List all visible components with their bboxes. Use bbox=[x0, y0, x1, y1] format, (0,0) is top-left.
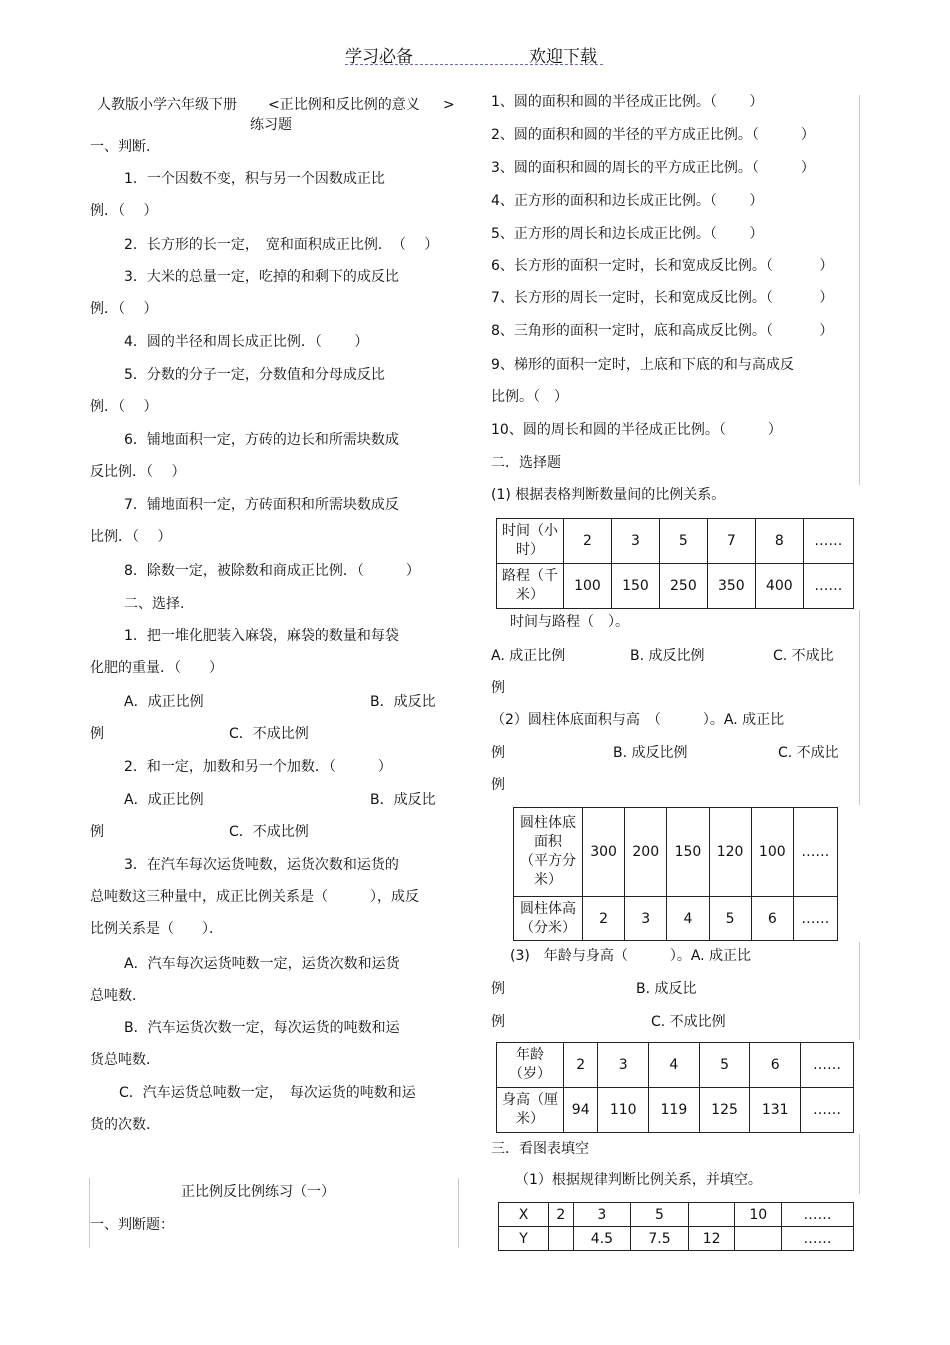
table-cell: …… bbox=[793, 808, 837, 897]
right-judge-1: 1、圆的面积和圆的半径成正比例。（ ） bbox=[491, 94, 764, 110]
choice-q3-line1: 3．在汽车每次运货吨数，运货次数和运货的 bbox=[124, 857, 399, 873]
right-choice-p2: （2）圆柱体底面积与高 （ ）。A. 成正比 bbox=[491, 712, 785, 728]
right-judge-3: 3、圆的面积和圆的周长的平方成正比例。（ ） bbox=[491, 160, 815, 176]
right-choice-p3-b-cont: 例 bbox=[491, 1014, 505, 1030]
frame-line bbox=[859, 942, 860, 1040]
choice-q3-line2: 总吨数这三种量中，成正比例关系是（ ），成反 bbox=[90, 889, 419, 905]
table-cell: 400 bbox=[755, 564, 803, 609]
table-age-height bbox=[496, 1042, 854, 1133]
table-cell: 2 bbox=[549, 1203, 574, 1227]
table-cell: 150 bbox=[611, 564, 659, 609]
table-header-cell: 圆柱体高 （分米） bbox=[514, 897, 583, 941]
choice-q3-b-line2: 货总吨数． bbox=[90, 1052, 160, 1068]
choice-q3-c-line2: 货的次数． bbox=[90, 1117, 160, 1133]
choice-q3-c-line1: C．汽车运货总吨数一定， 每次运货的吨数和运 bbox=[119, 1085, 416, 1101]
table-cell: 2 bbox=[564, 1043, 598, 1088]
right-choice-p1-a: A. 成正比例 bbox=[491, 648, 566, 664]
judge-q4: 4．圆的半径和周长成正比例．（ ） bbox=[124, 334, 369, 350]
table-cell: 300 bbox=[583, 808, 625, 897]
table-cylinder bbox=[513, 807, 838, 941]
judge-q3-line2: 例．（ ） bbox=[90, 301, 158, 317]
right-choice-p1-c: C. 不成比 bbox=[773, 648, 834, 664]
choice-q1-line2: 化肥的重量．（ ） bbox=[90, 660, 223, 676]
table-header-cell: X bbox=[499, 1203, 549, 1227]
choice-q1-c: C．不成比例 bbox=[229, 726, 309, 742]
table-row bbox=[499, 1203, 854, 1227]
right-choice-p2-c-cont: 例 bbox=[491, 777, 505, 793]
table-cell: 6 bbox=[751, 897, 793, 941]
table-header-cell: 年龄 （岁） bbox=[497, 1043, 564, 1088]
choice-q1-line1: 1．把一堆化肥装入麻袋，麻袋的数量和每袋 bbox=[124, 628, 399, 644]
choice-q3-a-line2: 总吨数． bbox=[90, 988, 146, 1004]
frame-line bbox=[458, 1178, 459, 1248]
table-cell: 131 bbox=[750, 1088, 801, 1133]
table-cell: 4.5 bbox=[573, 1227, 631, 1251]
table-xy bbox=[498, 1202, 854, 1251]
table-cell: …… bbox=[801, 1088, 854, 1133]
table-cell: 350 bbox=[707, 564, 755, 609]
choice-q2-b: B．成反比 bbox=[370, 792, 436, 808]
table-header-cell: 时间（小 时） bbox=[497, 519, 564, 564]
table-cell: …… bbox=[803, 564, 853, 609]
right-choice-p3-a-cont: 例 bbox=[491, 981, 505, 997]
section-judge: 一、判断. bbox=[90, 139, 151, 155]
right-judge-8: 8、三角形的面积一定时，底和高成反比例。（ ） bbox=[491, 323, 834, 339]
table-header-cell: 路程（千 米） bbox=[497, 564, 564, 609]
right-fill-p1: （1）根据规律判断比例关系，并填空。 bbox=[515, 1172, 762, 1188]
table-row bbox=[499, 1227, 854, 1251]
table-cell: 12 bbox=[688, 1227, 735, 1251]
doc-title-part2: <正比例和反比例的意义 bbox=[268, 97, 420, 113]
right-judge-9-line1: 9、梯形的面积一定时，上底和下底的和与高成反 bbox=[491, 357, 794, 373]
right-judge-9-line2: 比例。（ ） bbox=[491, 389, 568, 405]
table-row bbox=[497, 1088, 854, 1133]
table-cell: 7 bbox=[707, 519, 755, 564]
choice-q2-b-cont: 例 bbox=[90, 824, 104, 840]
right-section-fill: 三．看图表填空 bbox=[491, 1141, 589, 1157]
right-choice-p2-b: B. 成反比例 bbox=[613, 745, 688, 761]
table-cell: 5 bbox=[659, 519, 707, 564]
judge-q5-line2: 例．（ ） bbox=[90, 399, 158, 415]
choice-q2-c: C．不成比例 bbox=[229, 824, 309, 840]
judge-q7-line1: 7．铺地面积一定，方砖面积和所需块数成反 bbox=[124, 497, 399, 513]
table-cell: 2 bbox=[583, 897, 625, 941]
table-cell: 250 bbox=[659, 564, 707, 609]
choice-q3-a-line1: A．汽车每次运货吨数一定，运货次数和运货 bbox=[124, 956, 400, 972]
frame-line bbox=[859, 1134, 860, 1194]
right-judge-6: 6、长方形的面积一定时，长和宽成反比例。（ ） bbox=[491, 258, 834, 274]
right-judge-4: 4、正方形的面积和边长成正比例。（ ） bbox=[491, 193, 764, 209]
table-cell bbox=[549, 1227, 574, 1251]
table-cell: 110 bbox=[598, 1088, 649, 1133]
right-choice-p3: (3) 年龄与身高（ ）。A. 成正比 bbox=[510, 948, 752, 964]
judge-q1-line1: 1．一个因数不变，积与另一个因数成正比 bbox=[124, 171, 385, 187]
table-cell: 5 bbox=[699, 1043, 750, 1088]
choice-q1-a: A．成正比例 bbox=[124, 694, 204, 710]
judge-q5-line1: 5．分数的分子一定，分数值和分母成反比 bbox=[124, 367, 385, 383]
table-cell: 125 bbox=[699, 1088, 750, 1133]
right-choice-p3-b: B. 成反比 bbox=[636, 981, 697, 997]
table-cell bbox=[735, 1227, 782, 1251]
choice-q2: 2．和一定，加数和另一个加数．（ ） bbox=[124, 759, 392, 775]
table-header-cell: Y bbox=[499, 1227, 549, 1251]
table-cell: …… bbox=[801, 1043, 854, 1088]
doc-title-part3: > bbox=[443, 97, 455, 113]
table-cell: 4 bbox=[667, 897, 709, 941]
doc-title-part1: 人教版小学六年级下册 bbox=[97, 97, 237, 113]
table-row bbox=[514, 808, 838, 897]
table-cell: …… bbox=[803, 519, 853, 564]
table-time-distance bbox=[496, 518, 854, 609]
right-judge-5: 5、正方形的周长和边长成正比例。（ ） bbox=[491, 226, 764, 242]
table-cell: 8 bbox=[755, 519, 803, 564]
choice-q2-a: A．成正比例 bbox=[124, 792, 204, 808]
table-cell: 3 bbox=[573, 1203, 631, 1227]
table-header-cell: 圆柱体底 面积 （平方分 米） bbox=[514, 808, 583, 897]
judge-q1-line2: 例．（ ） bbox=[90, 203, 158, 219]
section-choice: 二、选择. bbox=[124, 596, 185, 612]
practice-title: 正比例反比例练习（一） bbox=[181, 1184, 335, 1200]
header-left: 学习必备 bbox=[345, 47, 413, 67]
choice-q1-b: B．成反比 bbox=[370, 694, 436, 710]
right-judge-2: 2、圆的面积和圆的半径的平方成正比例。（ ） bbox=[491, 127, 815, 143]
right-choice-p3-c: C. 不成比例 bbox=[651, 1014, 726, 1030]
right-judge-7: 7、长方形的周长一定时，长和宽成反比例。（ ） bbox=[491, 290, 834, 306]
doc-title-part4: 练习题 bbox=[250, 117, 292, 133]
right-choice-p2-a-cont: 例 bbox=[491, 745, 505, 761]
table-cell: 3 bbox=[598, 1043, 649, 1088]
choice-q1-b-cont: 例 bbox=[90, 726, 104, 742]
table-cell: 5 bbox=[709, 897, 751, 941]
table-cell: 94 bbox=[564, 1088, 598, 1133]
table-cell: …… bbox=[782, 1227, 854, 1251]
judge-q7-line2: 比例．（ ） bbox=[90, 529, 172, 545]
table-cell bbox=[688, 1203, 735, 1227]
practice-judge-heading: 一、判断题： bbox=[90, 1217, 174, 1233]
choice-q3-line3: 比例关系是（ ）． bbox=[90, 921, 223, 937]
frame-line bbox=[859, 610, 860, 805]
table-cell: 150 bbox=[667, 808, 709, 897]
header-right: 欢迎下载 bbox=[529, 47, 597, 67]
choice-q3-b-line1: B．汽车运货次数一定，每次运货的吨数和运 bbox=[124, 1020, 400, 1036]
header-underline bbox=[345, 64, 603, 65]
table-cell: 5 bbox=[631, 1203, 689, 1227]
table-cell: 10 bbox=[735, 1203, 782, 1227]
table-cell: …… bbox=[782, 1203, 854, 1227]
right-choice-p1-c-cont: 例 bbox=[491, 680, 505, 696]
right-choice-p1-question: 时间与路程（ ）。 bbox=[510, 614, 629, 630]
table-cell: 4 bbox=[649, 1043, 700, 1088]
right-judge-10: 10、圆的周长和圆的半径成正比例。（ ） bbox=[491, 422, 782, 438]
judge-q3-line1: 3．大米的总量一定，吃掉的和剩下的成反比 bbox=[124, 269, 399, 285]
judge-q8: 8．除数一定，被除数和商成正比例．（ ） bbox=[124, 563, 420, 579]
table-row bbox=[497, 519, 854, 564]
judge-q6-line2: 反比例．（ ） bbox=[90, 464, 186, 480]
table-header-cell: 身高（厘 米） bbox=[497, 1088, 564, 1133]
right-section-choice: 二．选择题 bbox=[491, 455, 561, 471]
frame-line bbox=[89, 1178, 90, 1248]
table-row bbox=[497, 564, 854, 609]
table-cell: 2 bbox=[564, 519, 612, 564]
table-cell: 3 bbox=[625, 897, 667, 941]
judge-q2: 2．长方形的长一定， 宽和面积成正比例． （ ） bbox=[124, 237, 439, 253]
table-cell: 3 bbox=[611, 519, 659, 564]
table-cell: 120 bbox=[709, 808, 751, 897]
table-cell: …… bbox=[793, 897, 837, 941]
judge-q6-line1: 6．铺地面积一定，方砖的边长和所需块数成 bbox=[124, 432, 399, 448]
table-cell: 100 bbox=[751, 808, 793, 897]
right-choice-p1: (1) 根据表格判断数量间的比例关系。 bbox=[491, 487, 726, 503]
table-cell: 200 bbox=[625, 808, 667, 897]
table-row bbox=[497, 1043, 854, 1088]
right-choice-p2-c: C. 不成比 bbox=[778, 745, 839, 761]
frame-line bbox=[859, 95, 860, 485]
table-cell: 6 bbox=[750, 1043, 801, 1088]
right-choice-p1-b: B. 成反比例 bbox=[630, 648, 705, 664]
table-cell: 119 bbox=[649, 1088, 700, 1133]
table-row bbox=[514, 897, 838, 941]
table-cell: 7.5 bbox=[631, 1227, 689, 1251]
table-cell: 100 bbox=[564, 564, 612, 609]
